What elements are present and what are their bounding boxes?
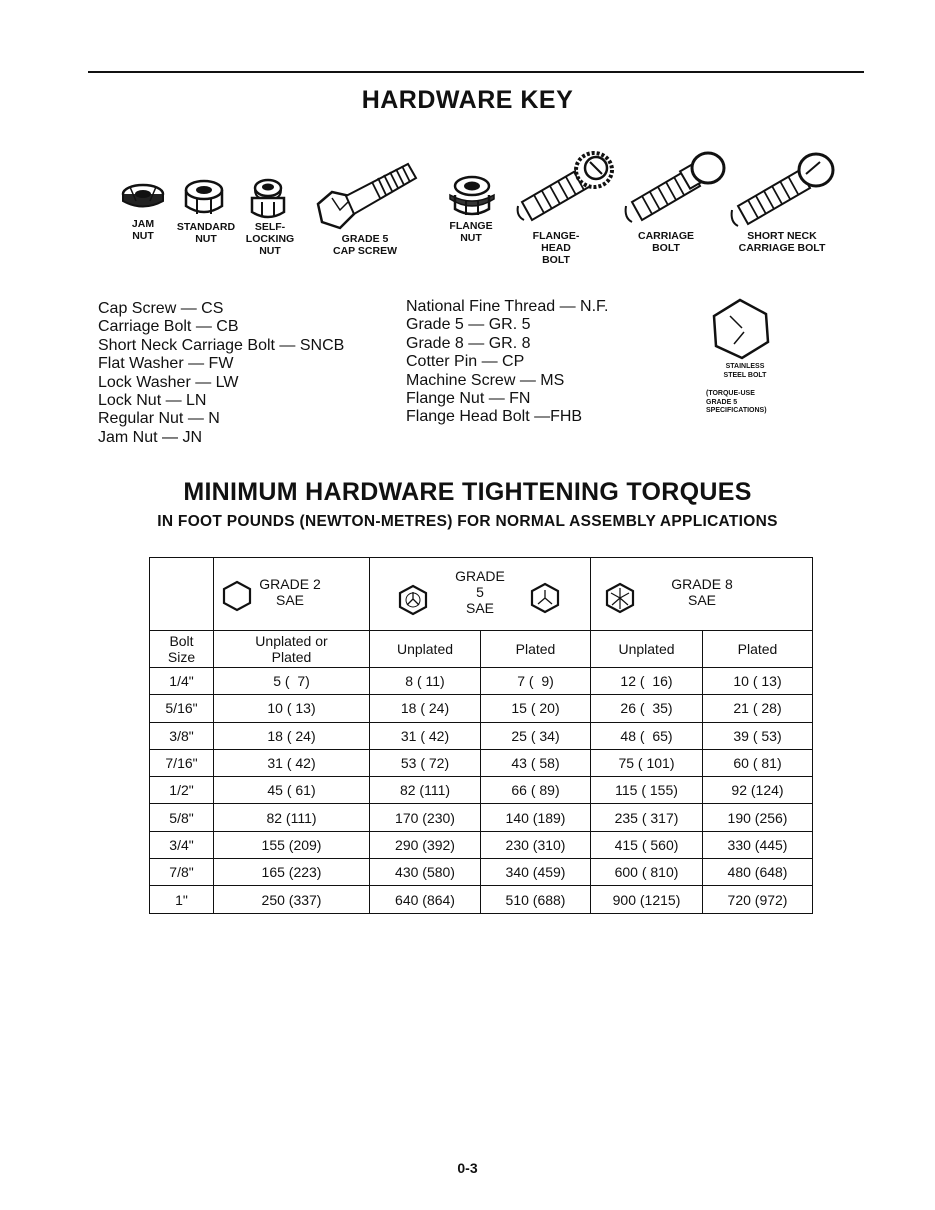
abbreviation-item: Carriage Bolt — CB bbox=[98, 318, 239, 336]
jam-nut-icon bbox=[118, 182, 168, 212]
torque-value-cell: 430 (580) bbox=[370, 859, 481, 886]
torque-value-cell: 5 ( 7) bbox=[214, 668, 370, 695]
torque-value-cell: 230 (310) bbox=[481, 831, 591, 858]
abbreviation-item: National Fine Thread — N.F. bbox=[406, 298, 609, 315]
col-header-grade5-unplated: Unplated bbox=[370, 631, 481, 668]
torque-value-cell: 190 (256) bbox=[703, 804, 813, 831]
grade-header-row bbox=[150, 558, 813, 631]
torque-subtitle: IN FOOT POUNDS (NEWTON-METRES) FOR NORMAL ASSEMBLY APPLICATIONS bbox=[157, 513, 778, 530]
standard-nut-icon bbox=[182, 178, 226, 218]
abbreviations-left bbox=[98, 300, 344, 447]
torque-value-cell: 170 (230) bbox=[370, 804, 481, 831]
grade-5-header bbox=[370, 558, 591, 631]
torque-value-cell: 480 (648) bbox=[703, 859, 813, 886]
torque-value-cell: 53 ( 72) bbox=[370, 749, 481, 776]
page-number: 0-3 bbox=[457, 1160, 478, 1176]
torque-value-cell: 18 ( 24) bbox=[370, 695, 481, 722]
torque-value-cell: 340 (459) bbox=[481, 859, 591, 886]
torque-value-cell: 31 ( 42) bbox=[370, 722, 481, 749]
torque-value-cell: 155 (209) bbox=[214, 831, 370, 858]
torque-title: MINIMUM HARDWARE TIGHTENING TORQUES bbox=[183, 478, 752, 506]
torque-value-cell: 66 ( 89) bbox=[481, 777, 591, 804]
torque-value-cell: 7 ( 9) bbox=[481, 668, 591, 695]
torque-value-cell: 330 (445) bbox=[703, 831, 813, 858]
abbreviation-item: Grade 5 — GR. 5 bbox=[406, 316, 531, 334]
abbreviation-item: Machine Screw — MS bbox=[406, 371, 565, 389]
table-row bbox=[150, 886, 813, 913]
stainless-steel-label: STAINLESS STEEL BOLT bbox=[723, 363, 767, 379]
torque-value-cell: 45 ( 61) bbox=[214, 777, 370, 804]
self-locking-nut-icon bbox=[246, 176, 290, 220]
abbreviation-item: Cap Screw — CS bbox=[98, 300, 224, 317]
grade-8-header bbox=[591, 558, 813, 631]
abbreviation-item: Lock Nut — LN bbox=[98, 392, 207, 410]
short-neck-carriage-bolt-icon bbox=[728, 150, 838, 230]
table-row bbox=[150, 804, 813, 831]
torque-value-cell: 720 (972) bbox=[703, 886, 813, 913]
grade-2-hex-icon bbox=[222, 580, 252, 612]
torque-value-cell: 92 (124) bbox=[703, 777, 813, 804]
bolt-size-cell: 3/4" bbox=[150, 831, 214, 858]
torque-value-cell: 25 ( 34) bbox=[481, 722, 591, 749]
torque-value-cell: 60 ( 81) bbox=[703, 749, 813, 776]
grade-5-hex-icon bbox=[398, 584, 428, 616]
bolt-size-cell: 7/8" bbox=[150, 859, 214, 886]
abbreviation-item: Jam Nut — JN bbox=[98, 428, 203, 446]
torque-value-cell: 21 ( 28) bbox=[703, 695, 813, 722]
table-row bbox=[150, 695, 813, 722]
col-header-bolt-size: Bolt Size bbox=[150, 631, 214, 668]
grade-2-header bbox=[214, 558, 370, 631]
torque-table-body bbox=[150, 668, 813, 914]
abbreviation-item: Flange Head Bolt —FHB bbox=[406, 408, 583, 426]
torque-value-cell: 10 ( 13) bbox=[214, 695, 370, 722]
col-header-grade8-plated: Plated bbox=[703, 631, 813, 668]
torque-value-cell: 600 ( 810) bbox=[591, 859, 703, 886]
stainless-steel-note: (TORQUE-USE GRADE 5 SPECIFICATIONS) bbox=[706, 390, 767, 414]
torque-table bbox=[149, 557, 813, 914]
bolt-size-cell: 1" bbox=[150, 886, 214, 913]
stainless-steel-bolt-icon bbox=[708, 298, 772, 365]
torque-value-cell: 39 ( 53) bbox=[703, 722, 813, 749]
grade-8-label: GRADE 8 SAE bbox=[671, 576, 733, 608]
torque-value-cell: 75 ( 101) bbox=[591, 749, 703, 776]
bolt-size-cell: 5/16" bbox=[150, 695, 214, 722]
abbreviation-item: Flange Nut — FN bbox=[406, 390, 531, 408]
torque-value-cell: 48 ( 65) bbox=[591, 722, 703, 749]
table-row bbox=[150, 777, 813, 804]
label-short-neck-carriage-bolt: SHORT NECK CARRIAGE BOLT bbox=[738, 230, 826, 254]
torque-value-cell: 510 (688) bbox=[481, 886, 591, 913]
top-rule bbox=[88, 71, 864, 73]
bolt-size-cell: 1/4" bbox=[150, 668, 214, 695]
torque-value-cell: 165 (223) bbox=[214, 859, 370, 886]
col-header-grade2: Unplated or Plated bbox=[214, 631, 370, 668]
table-row bbox=[150, 722, 813, 749]
label-cap-screw: GRADE 5 CAP SCREW bbox=[333, 233, 397, 257]
abbreviation-item: Regular Nut — N bbox=[98, 410, 220, 428]
torque-value-cell: 640 (864) bbox=[370, 886, 481, 913]
torque-value-cell: 415 ( 560) bbox=[591, 831, 703, 858]
torque-value-cell: 10 ( 13) bbox=[703, 668, 813, 695]
torque-value-cell: 12 ( 16) bbox=[591, 668, 703, 695]
empty-corner-cell bbox=[150, 558, 214, 631]
label-flange-head-bolt: FLANGE- HEAD BOLT bbox=[532, 230, 580, 266]
table-row bbox=[150, 668, 813, 695]
carriage-bolt-icon bbox=[620, 150, 730, 230]
bolt-size-cell: 5/8" bbox=[150, 804, 214, 831]
abbreviation-item: Grade 8 — GR. 8 bbox=[406, 334, 531, 352]
abbreviation-item: Short Neck Carriage Bolt — SNCB bbox=[98, 336, 345, 354]
grade-2-label: GRADE 2 SAE bbox=[259, 576, 321, 608]
torque-value-cell: 18 ( 24) bbox=[214, 722, 370, 749]
torque-value-cell: 115 ( 155) bbox=[591, 777, 703, 804]
col-header-grade5-plated: Plated bbox=[481, 631, 591, 668]
torque-value-cell: 31 ( 42) bbox=[214, 749, 370, 776]
label-self-locking-nut: SELF- LOCKING NUT bbox=[245, 221, 295, 257]
label-standard-nut: STANDARD NUT bbox=[176, 221, 236, 245]
torque-value-cell: 26 ( 35) bbox=[591, 695, 703, 722]
label-flange-nut: FLANGE NUT bbox=[449, 220, 493, 244]
label-jam-nut: JAM NUT bbox=[131, 218, 155, 242]
column-header-row bbox=[150, 631, 813, 668]
bolt-size-cell: 1/2" bbox=[150, 777, 214, 804]
bolt-size-cell: 7/16" bbox=[150, 749, 214, 776]
torque-value-cell: 8 ( 11) bbox=[370, 668, 481, 695]
table-row bbox=[150, 831, 813, 858]
abbreviation-item: Flat Washer — FW bbox=[98, 355, 234, 373]
abbreviation-item: Cotter Pin — CP bbox=[406, 353, 525, 371]
abbreviation-item: Lock Washer — LW bbox=[98, 373, 239, 391]
flange-head-bolt-icon bbox=[512, 148, 618, 230]
torque-value-cell: 82 (111) bbox=[370, 777, 481, 804]
torque-value-cell: 250 (337) bbox=[214, 886, 370, 913]
torque-value-cell: 900 (1215) bbox=[591, 886, 703, 913]
grade-5-hex-icon-alt bbox=[530, 582, 560, 614]
torque-value-cell: 290 (392) bbox=[370, 831, 481, 858]
abbreviations-right bbox=[406, 298, 608, 427]
flange-nut-icon bbox=[446, 173, 498, 219]
table-row bbox=[150, 749, 813, 776]
page-title: HARDWARE KEY bbox=[361, 86, 574, 114]
torque-value-cell: 15 ( 20) bbox=[481, 695, 591, 722]
bolt-size-cell: 3/8" bbox=[150, 722, 214, 749]
label-carriage-bolt: CARRIAGE BOLT bbox=[637, 230, 694, 254]
torque-value-cell: 43 ( 58) bbox=[481, 749, 591, 776]
grade-5-label: GRADE 5 SAE bbox=[455, 568, 505, 616]
cap-screw-icon bbox=[312, 158, 422, 234]
torque-value-cell: 235 ( 317) bbox=[591, 804, 703, 831]
col-header-grade8-unplated: Unplated bbox=[591, 631, 703, 668]
torque-value-cell: 82 (111) bbox=[214, 804, 370, 831]
grade-8-hex-icon bbox=[605, 582, 635, 614]
table-row bbox=[150, 859, 813, 886]
torque-value-cell: 140 (189) bbox=[481, 804, 591, 831]
